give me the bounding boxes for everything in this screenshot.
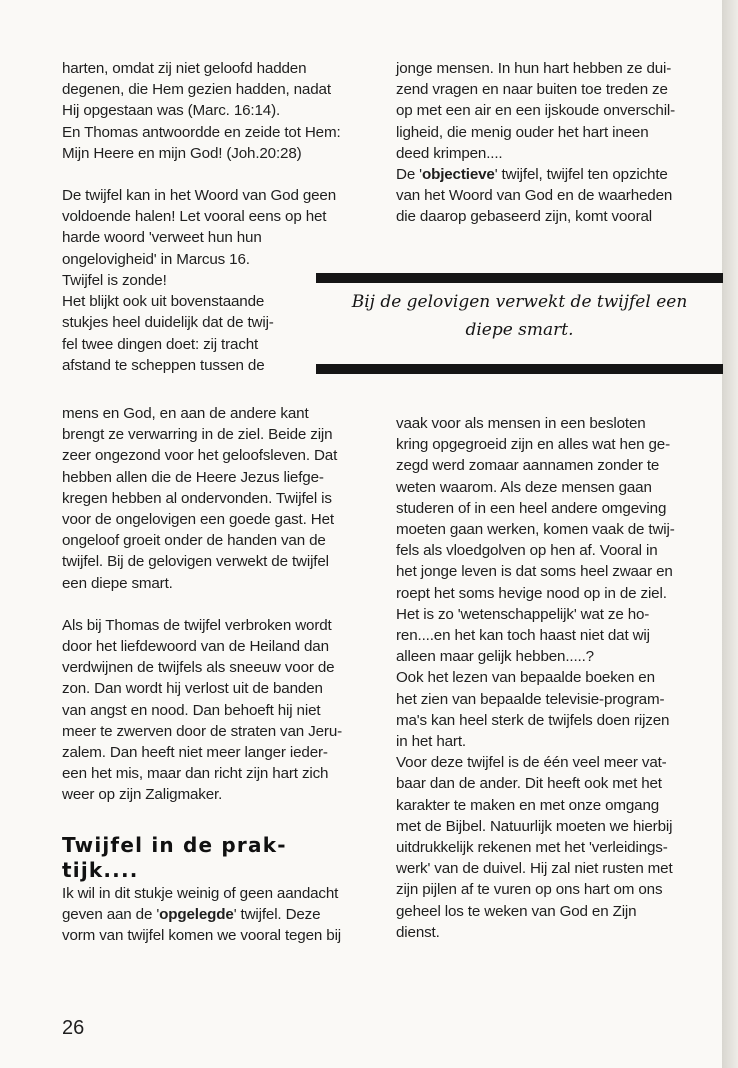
text-line: En Thomas antwoordde en zeide tot Hem: xyxy=(62,123,341,141)
text-line: zegd werd zomaar aannamen zonder te xyxy=(396,457,660,475)
text-line: Het blijkt ook uit bovenstaande xyxy=(62,293,265,311)
text-line: Als bij Thomas de twijfel verbroken wordt xyxy=(62,616,332,634)
left-column-top xyxy=(62,58,362,270)
text-line: kregen hebben al ondervonden. Twijfel is xyxy=(62,489,332,507)
text-line: ligheid, die menig ouder het hart ineen xyxy=(396,123,649,141)
text-line: roept het soms hevige nood op in de ziel. xyxy=(396,584,667,602)
paragraph-gap xyxy=(62,594,367,615)
text-span: ' twijfel. Deze xyxy=(233,905,321,923)
pull-quote-rule-bottom xyxy=(316,364,723,374)
text-line: Ook het lezen van bepaalde boeken en xyxy=(396,669,655,687)
text-line: kring opgegroeid zijn en alles wat hen ge- xyxy=(396,436,671,454)
text-line: verdwijnen de twijfels als sneeuw voor de xyxy=(62,659,335,677)
text-line: jonge mensen. In hun hart hebben ze dui- xyxy=(396,60,672,77)
right-column-top xyxy=(396,58,706,228)
pull-quote-line: diepe smart. xyxy=(465,320,574,340)
text-line: geheel los te weken van God en Zijn xyxy=(396,902,637,920)
text-line: Mijn Heere en mijn God! (Joh.20:28) xyxy=(62,144,302,162)
text-line: door het liefdewoord van de Heiland dan xyxy=(62,638,329,656)
text-line: De twijfel kan in het Woord van God geen xyxy=(62,187,337,205)
text-line: fel twee dingen doet: zij tracht xyxy=(62,335,259,353)
section-heading: tijk.... xyxy=(62,857,139,882)
text-line: zend vragen en naar buiten toe treden ze xyxy=(396,81,668,99)
text-line: meer te zwerven door de straten van Jeru- xyxy=(62,722,343,740)
text-line: werk' van de duivel. Hij zal niet rusten met xyxy=(396,860,673,878)
text-line: in het hart. xyxy=(396,733,466,751)
text-line: alleen maar gelijk hebben.....? xyxy=(396,648,594,666)
text-line: harten, omdat zij niet geloofd hadden xyxy=(62,60,307,77)
text-line: baar dan de ander. Dit heeft ook met het xyxy=(396,775,662,793)
text-line: het jonge leven is dat soms heel zwaar en xyxy=(396,563,673,581)
text-line: Het is zo 'wetenschappelijk' wat ze ho- xyxy=(396,605,650,623)
text-line: weten waarom. Als deze mensen gaan xyxy=(396,478,652,496)
text-line: ren....en het kan toch haast niet dat wij xyxy=(396,627,650,645)
text-line: voldoende halen! Let vooral eens op het xyxy=(62,208,327,226)
text-line: zalem. Dan heeft niet meer langer ieder- xyxy=(62,744,328,762)
text-line: Twijfel is zonde! xyxy=(62,272,167,289)
pull-quote-line: Bij de gelovigen verwekt de twijfel een xyxy=(351,292,688,312)
text-line: karakter te maken en met onze omgang xyxy=(396,796,660,814)
text-line: zijn pijlen af te vuren op ons hart om ons xyxy=(396,881,663,899)
text-line: hebben allen die de Heere Jezus liefge- xyxy=(62,468,324,486)
text-line: studeren of in een heel andere omgeving xyxy=(396,499,667,517)
text-line: met de Bijbel. Natuurlijk moeten we hierbij xyxy=(396,817,673,835)
text-line: Ik wil in dit stukje weinig of geen aandacht xyxy=(62,884,339,902)
text-line: moeten gaan werken, komen vaak de twij- xyxy=(396,521,675,539)
text-line: het zien van bepaalde televisie-program- xyxy=(396,690,665,708)
text-line: vorm van twijfel komen we vooral tegen bij xyxy=(62,927,342,945)
text-line xyxy=(396,164,706,185)
paragraph-gap xyxy=(62,164,362,185)
text-line: stukjes heel duidelijk dat de twij- xyxy=(62,314,274,332)
text-line: dienst. xyxy=(396,923,440,941)
text-line: twijfel. Bij de gelovigen verwekt de twijfel xyxy=(62,553,329,571)
text-span: De ' xyxy=(396,166,422,184)
left-column-main xyxy=(62,403,367,946)
page-edge xyxy=(722,0,738,1068)
text-line: harde woord 'verweet hun hun xyxy=(62,229,262,247)
text-line: zon. Dan wordt hij verlost uit de banden xyxy=(62,680,323,698)
pull-quote-rule-top xyxy=(316,273,723,283)
right-column-main xyxy=(396,413,706,943)
text-line: een het mis, maar dan richt zijn hart zich xyxy=(62,765,329,783)
paragraph-gap xyxy=(62,806,367,833)
text-line xyxy=(62,904,367,925)
emphasis-term: objectieve xyxy=(421,166,495,184)
text-span: ' twijfel, twijfel ten opzichte xyxy=(494,166,668,184)
text-line: ongelovigheid' in Marcus 16. xyxy=(62,250,250,268)
left-column-wrap xyxy=(62,270,302,376)
text-line: ma's kan heel sterk de twijfels doen rijzen xyxy=(396,711,670,729)
text-line: degenen, die Hem gezien hadden, nadat xyxy=(62,81,331,99)
pull-quote xyxy=(316,288,723,344)
text-line: weer op zijn Zaligmaker. xyxy=(62,786,223,804)
text-line: uitdrukkelijk rekenen met het 'verleidings- xyxy=(396,839,668,857)
emphasis-term: opgelegde xyxy=(159,905,234,923)
text-line: voor de ongelovigen een goede gast. Het xyxy=(62,511,334,529)
text-line: die daarop gebaseerd zijn, komt vooral xyxy=(396,208,653,226)
text-line: zeer ongezond voor het geloofsleven. Dat xyxy=(62,447,338,465)
section-heading: Twijfel in de prak- xyxy=(62,832,287,857)
text-line: deed krimpen.... xyxy=(396,144,503,162)
text-span: geven aan de ' xyxy=(62,905,160,923)
text-line: fels als vloedgolven op hen af. Vooral in xyxy=(396,542,658,560)
text-line: ongeloof groeit onder de handen van de xyxy=(62,532,326,550)
text-line: Hij opgestaan was (Marc. 16:14). xyxy=(62,102,281,120)
text-line: van het Woord van God en de waarheden xyxy=(396,187,673,205)
text-line: Voor deze twijfel is de één veel meer vat- xyxy=(396,754,667,772)
text-line: afstand te scheppen tussen de xyxy=(62,356,265,374)
text-line: vaak voor als mensen in een besloten xyxy=(396,415,646,432)
text-line: brengt ze verwarring in de ziel. Beide zijn xyxy=(62,426,333,444)
text-line: mens en God, en aan de andere kant xyxy=(62,405,309,422)
text-line: op met een air en een ijskoude onverschil- xyxy=(396,102,676,120)
text-line: een diepe smart. xyxy=(62,574,173,592)
page-number: 26 xyxy=(62,1017,85,1039)
text-line: van angst en nood. Dan behoeft hij niet xyxy=(62,701,321,719)
